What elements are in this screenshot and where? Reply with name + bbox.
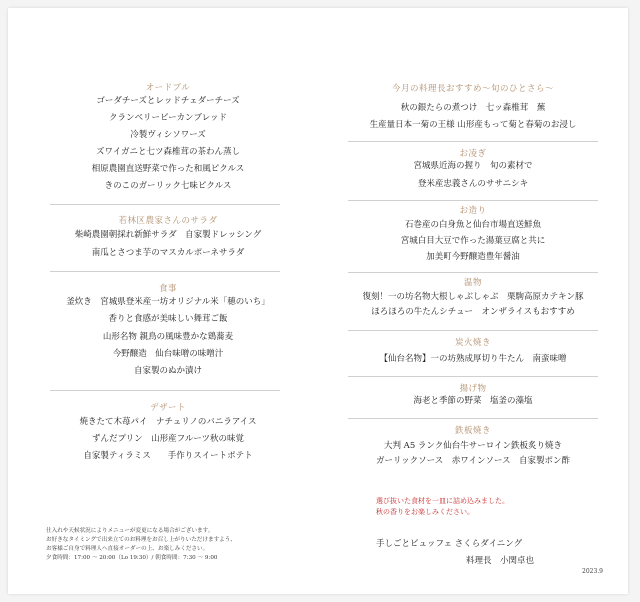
- section-title-hors-doeuvre: オードブル: [145, 83, 191, 93]
- menu-item: ズワイガニと七ツ森椎茸の茶わん蒸し: [96, 147, 240, 157]
- menu-item: 宮城白目大豆で作った湯葉豆腐と共に: [400, 236, 546, 246]
- section-divider: [348, 200, 598, 201]
- menu-item: 自家製のぬか漬け: [133, 366, 202, 376]
- note-line: 仕入れや天候状況によりメニューが変更になる場合がございます。: [46, 528, 214, 534]
- section-divider: [348, 418, 598, 419]
- menu-item: 復刻！一の坊名物大根しゃぶしゃぶ 栗駒高原カテキン豚: [362, 292, 584, 302]
- section-title-meal: 食事: [158, 284, 177, 294]
- menu-item: 焼きたて木苺パイ ナチュリノのバニラアイス: [79, 417, 257, 427]
- section-title-charcoal-grill: 炭火焼き: [454, 338, 491, 348]
- section-divider: [50, 390, 280, 391]
- hours-line: 夕食時間：17:00 ～ 20:00（Lo 19:30）/ 朝食時間：7:30 ～ 9:00: [46, 555, 218, 561]
- menu-item: 大判 A5 ランク仙台牛サーロイン鉄板炙り焼き: [383, 441, 563, 451]
- menu-item: 宮城県近海の握り 旬の素材で: [413, 161, 533, 171]
- menu-item: 生産量日本一菊の王様 山形産もって菊と春菊のお浸し: [369, 120, 577, 130]
- menu-item: 香りと食感が美味しい舞茸ご飯: [108, 314, 228, 324]
- menu-item: ゴーダチーズとレッドチェダーチーズ: [96, 96, 240, 106]
- menu-item: ほろほろの牛たんシチュー オンザライスもおすすめ: [371, 307, 575, 317]
- section-title-dessert: デザート: [149, 403, 186, 413]
- red-note-line: 秋の香りをお楽しみください。: [376, 508, 474, 516]
- menu-item: 石巻産の白身魚と仙台市場直送鮮魚: [404, 220, 541, 230]
- menu-item: 加美町今野醸造豊年醤油: [426, 252, 520, 262]
- section-divider: [348, 272, 598, 273]
- section-divider: [50, 271, 280, 272]
- menu-item: きのこのガーリック七味ピクルス: [104, 181, 232, 191]
- menu-date: 2023.9: [582, 568, 603, 575]
- section-title-sushi: お凌ぎ: [459, 149, 487, 159]
- section-title-sashimi: お造り: [459, 206, 487, 216]
- section-title-warm-dish: 温物: [463, 278, 482, 288]
- section-title-chef-recommend: 今月の料理長おすすめ～旬のひとさら～: [391, 84, 555, 94]
- menu-item: 海老と季節の野菜 塩釜の藻塩: [413, 396, 533, 406]
- note-line: お好きなタイミングで出来立てのお料理をお召し上がりいただけますよう、: [46, 537, 236, 543]
- red-note-line: 選び抜いた食材を一皿に詰め込みました。: [376, 497, 509, 505]
- section-divider: [348, 141, 598, 142]
- section-title-teppanyaki: 鉄板焼き: [454, 426, 491, 436]
- note-line: お客様ご自身で料理人へ直接オーダーの上、お楽しみください。: [46, 546, 209, 552]
- menu-item: ガーリックソース 赤ワインソース 自家製ポン酢: [375, 456, 571, 466]
- menu-item: 柴崎農園朝採れ新鮮サラダ 自家製ドレッシング: [74, 230, 262, 240]
- menu-item: 秋の銀たらの煮つけ 七ッ森椎茸 蕪: [400, 103, 546, 113]
- restaurant-name: 手しごとビュッフェ さくらダイニング: [376, 539, 523, 549]
- menu-item: ずんだプリン 山形産フルーツ秋の味覚: [92, 434, 244, 444]
- section-title-fried: 揚げ物: [459, 384, 487, 394]
- menu-item: 自家製ティラミス 手作りスイートポテト: [83, 451, 253, 461]
- menu-page: [8, 8, 628, 594]
- menu-item: 登米産忠義さんのササニシキ: [417, 179, 529, 189]
- menu-item: 相原農園直送野菜で作った和風ピクルス: [91, 164, 245, 174]
- menu-item: 山形名物 親鳥の風味豊かな鶏蕎麦: [102, 332, 234, 342]
- menu-item: 今野醸造 仙台味噌の味噌汁: [112, 349, 224, 359]
- section-divider: [348, 376, 598, 377]
- menu-item: 釜炊き 宮城県登米産一坊オリジナル米「穂のいち」: [66, 297, 270, 307]
- menu-item: 【仙台名物】一の坊熟成厚切り牛たん 南蛮味噌: [379, 354, 567, 364]
- section-divider: [348, 330, 598, 331]
- menu-item: 冷製ヴィシソワーズ: [130, 130, 206, 140]
- section-title-salad: 若林区農家さんのサラダ: [118, 216, 218, 226]
- menu-item: 南瓜とさつま芋のマスカルポーネサラダ: [91, 248, 245, 258]
- chef-name: 料理長 小関卓也: [466, 556, 535, 566]
- section-divider: [50, 204, 280, 205]
- menu-item: クランベリービーカンブレッド: [108, 113, 228, 123]
